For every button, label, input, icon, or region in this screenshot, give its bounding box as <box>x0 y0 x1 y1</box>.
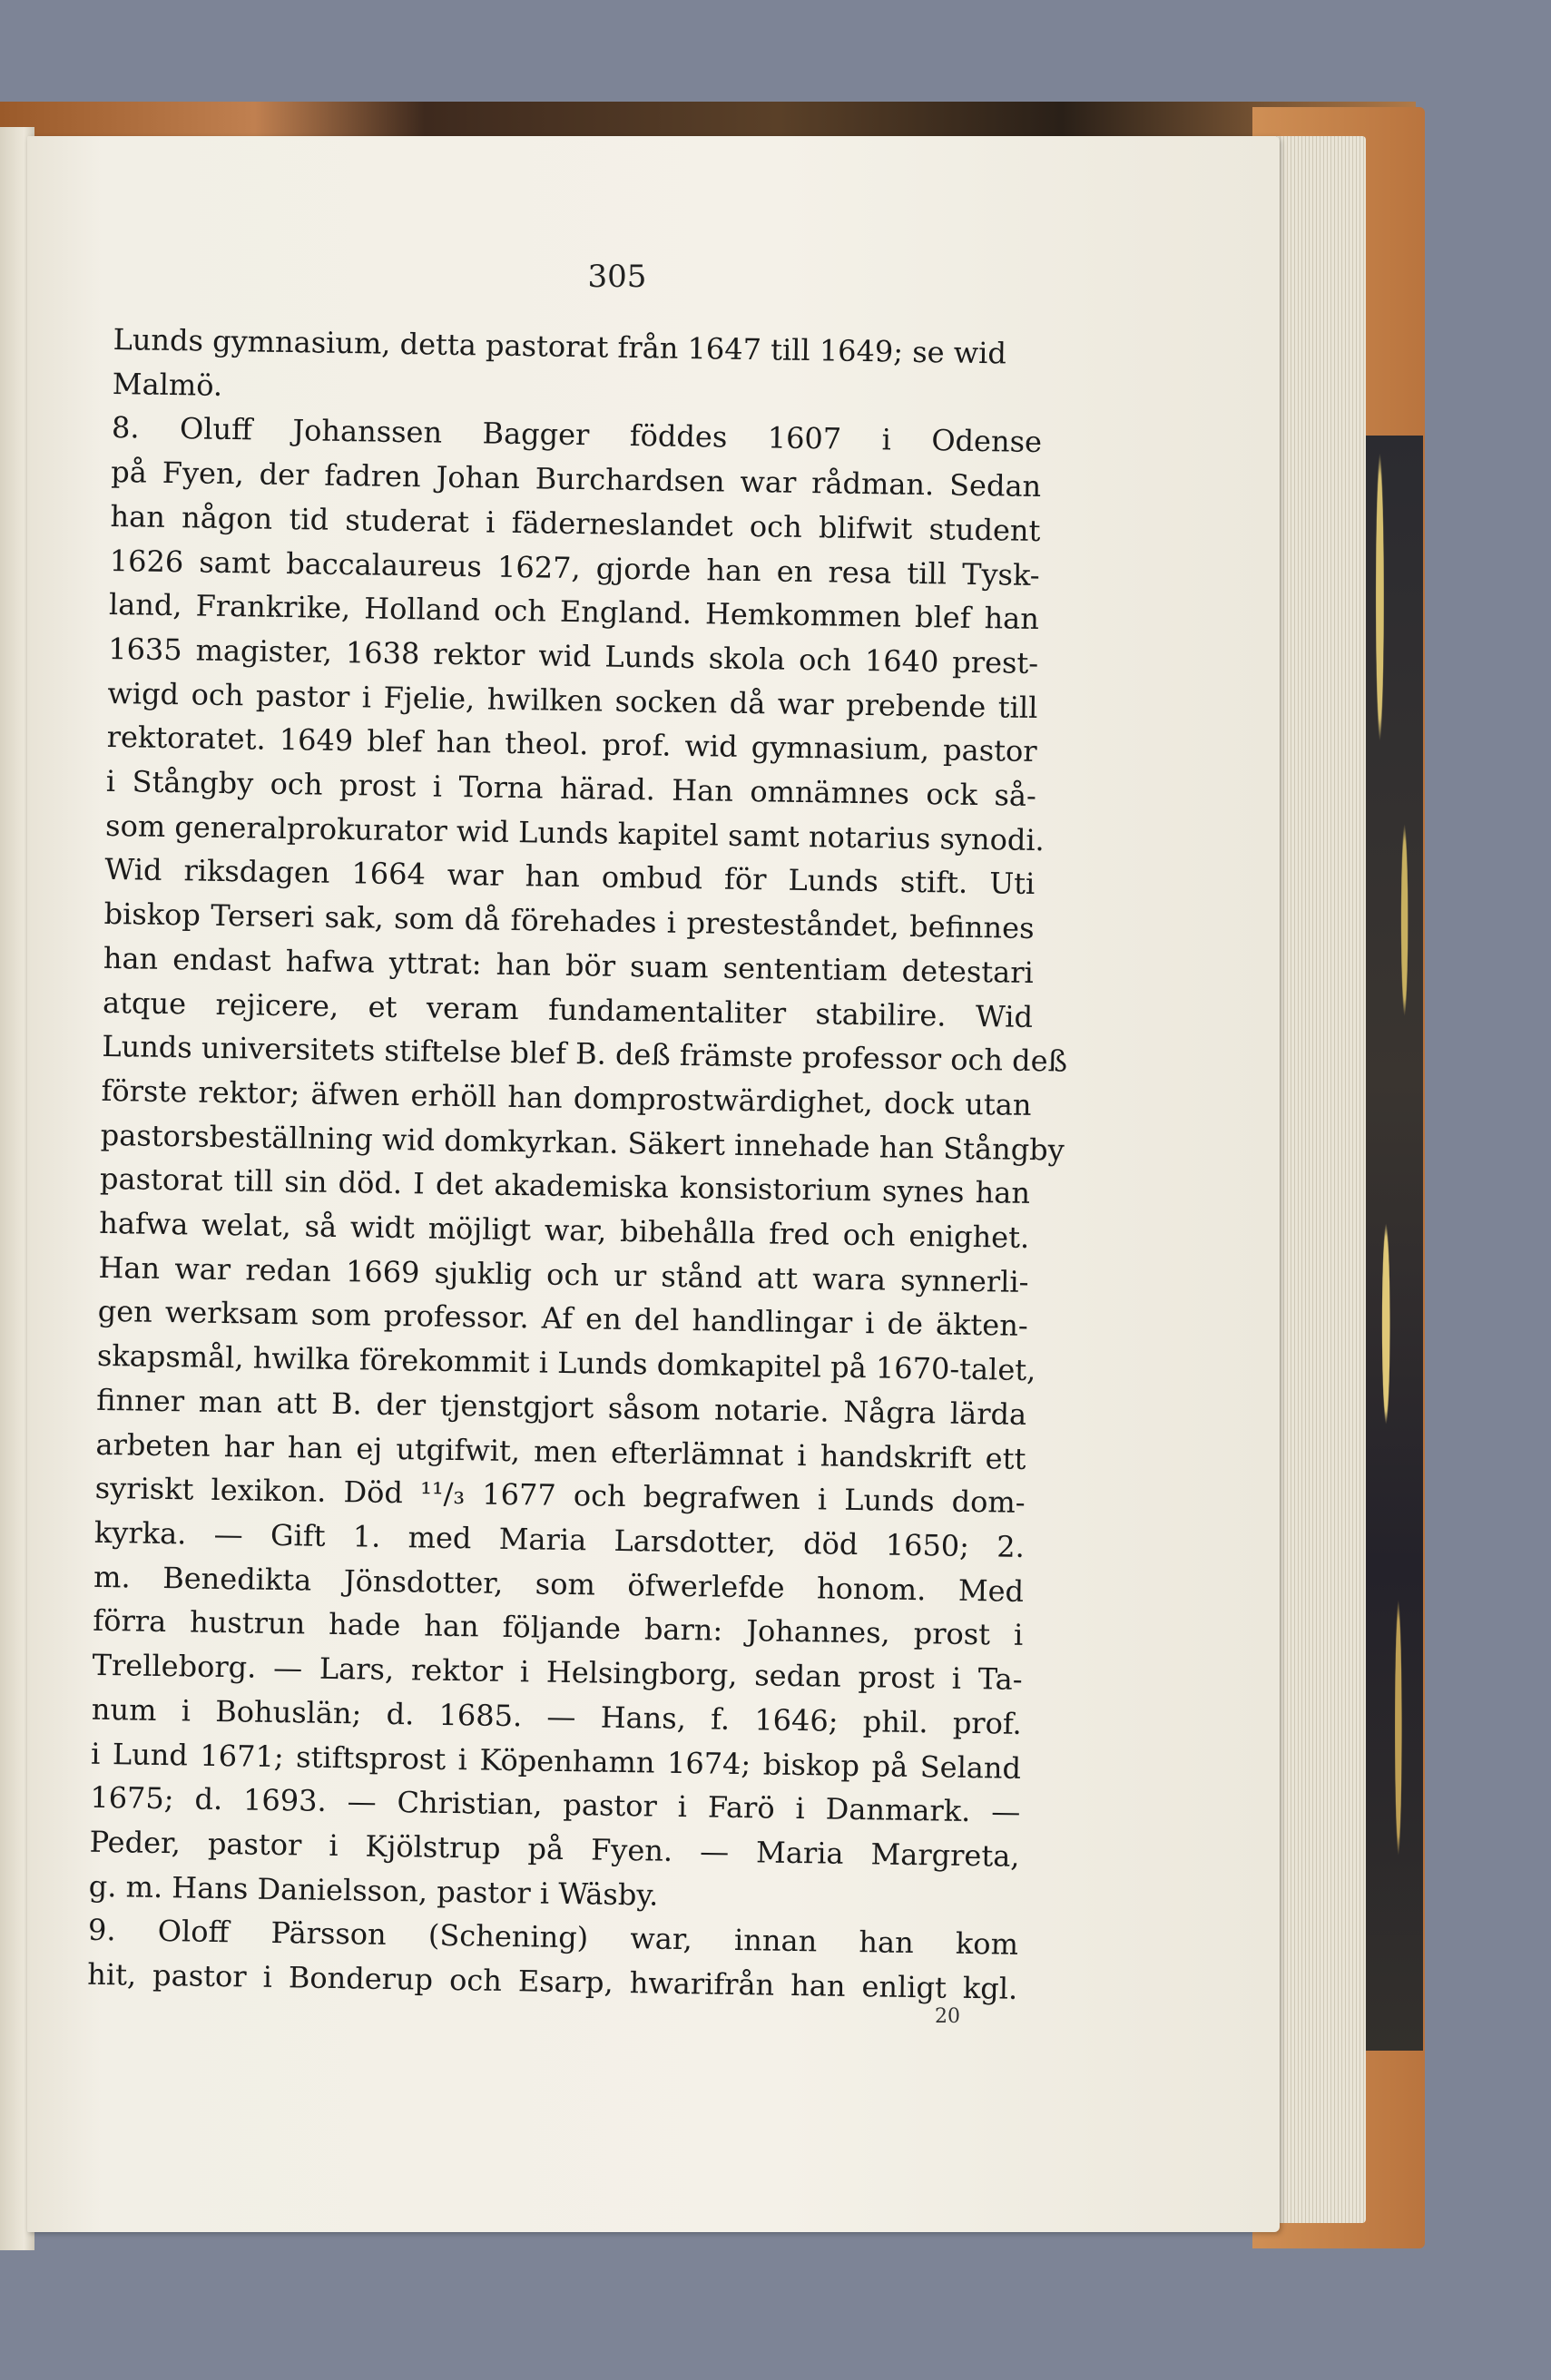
text-line: num i Bohuslän; d. 1685. — Hans, f. 1646; phil. prof. <box>91 1691 1023 1741</box>
text-line: gen werksam som professor. Af en del handlingar i de äkten- <box>97 1294 1028 1344</box>
text-line: 8. Oluff Johanssen Bagger föddes 1607 i Odense <box>111 410 1043 460</box>
text-line: m. Benedikta Jönsdotter, som öfwerlefde honom. Med <box>93 1559 1025 1609</box>
text-line: syriskt lexikon. Död ¹¹/₃ 1677 och begrafwen i Lunds dom- <box>94 1471 1026 1521</box>
book-page <box>27 136 1280 2232</box>
text-line: på Fyen, der fadren Johan Burchardsen war rådman. Sedan <box>111 455 1042 504</box>
text-line: han någon tid studerat i fäderneslandet och blifwit student <box>110 498 1041 548</box>
text-line: Lunds universitets stiftelse blef B. deß främste professor och deß <box>102 1029 1068 1079</box>
text-line: hafwa welat, så widt möjligt war, bibehålla fred och enighet. <box>99 1205 1030 1256</box>
text-line: Peder, pastor i Kjölstrup på Fyen. — Maria Margreta, <box>89 1824 1020 1874</box>
text-line: 1635 magister, 1638 rektor wid Lunds skola och 1640 prest- <box>107 631 1039 681</box>
marbled-endpaper <box>1361 436 1423 2051</box>
text-line: pastorat till sin död. I det akademiska konsistorium synes han <box>99 1161 1031 1211</box>
text-line: pastorsbeställning wid domkyrkan. Säkert innehade han Stångby <box>100 1117 1065 1168</box>
text-line: 1626 samt baccalaureus 1627, gjorde han en resa till Tysk- <box>109 543 1040 593</box>
text-line: land, Frankrike, Holland och England. Hemkommen blef han <box>108 587 1040 637</box>
signature-mark: 20 <box>935 2005 960 2028</box>
text-line: i Lund 1671; stiftsprost i Köpenhamn 1674; biskop på Seland <box>90 1736 1022 1786</box>
text-line: biskop Terseri sak, som då förehades i presteståndet, befinnes <box>103 896 1035 946</box>
text-line: Malmö. <box>112 366 223 403</box>
text-line: förra hustrun hade han följande barn: Johannes, prost i <box>93 1603 1024 1653</box>
text-line: 9. Oloff Pärsson (Schening) war, innan han kom <box>87 1913 1019 1963</box>
text-line: 1675; d. 1693. — Christian, pastor i Farö i Danmark. — <box>90 1780 1021 1830</box>
text-line: rektoratet. 1649 blef han theol. prof. wid gymnasium, pastor <box>106 720 1037 769</box>
text-line: Trelleborg. — Lars, rektor i Helsingborg, sedan prost i Ta- <box>92 1647 1023 1698</box>
text-line: Wid riksdagen 1664 war han ombud för Lunds stift. Uti <box>104 852 1036 902</box>
body-text <box>87 318 1068 2012</box>
page-edges <box>1266 136 1366 2223</box>
text-line: hit, pastor i Bonderup och Esarp, hwarifrån han enligt kgl. <box>87 1956 1018 2006</box>
text-line: Lunds gymnasium, detta pastorat från 1647 till 1649; se wid <box>113 321 1007 371</box>
text-line: förste rektor; äfwen erhöll han domprostwärdighet, dock utan <box>101 1072 1032 1122</box>
text-line: wigd och pastor i Fjelie, hwilken socken då war prebende till <box>107 675 1038 725</box>
text-line: i Stångby och prost i Torna härad. Han omnämnes ock så- <box>105 763 1037 814</box>
text-line: finner man att B. der tjenstgjort såsom notarie. Några lärda <box>95 1382 1027 1432</box>
page-number: 305 <box>587 259 647 295</box>
text-line: atque rejicere, et veram fundamentaliter stabilire. Wid <box>102 984 1034 1034</box>
text-line: arbeten har han ej utgifwit, men efterlämnat i handskrift ett <box>95 1426 1026 1476</box>
text-line: g. m. Hans Danielsson, pastor i Wäsby. <box>88 1868 659 1913</box>
text-line: skapsmål, hwilka förekommit i Lunds domkapitel på 1670-talet, <box>96 1338 1036 1388</box>
text-line: som generalprokurator wid Lunds kapitel samt notarius synodi. <box>104 808 1045 857</box>
text-line: han endast hafwa yttrat: han bör suam sententiam detestari <box>103 940 1035 990</box>
text-line: Han war redan 1669 sjuklig och ur stånd att wara synnerli- <box>98 1249 1029 1299</box>
text-line: kyrka. — Gift 1. med Maria Larsdotter, död 1650; 2. <box>93 1514 1026 1564</box>
